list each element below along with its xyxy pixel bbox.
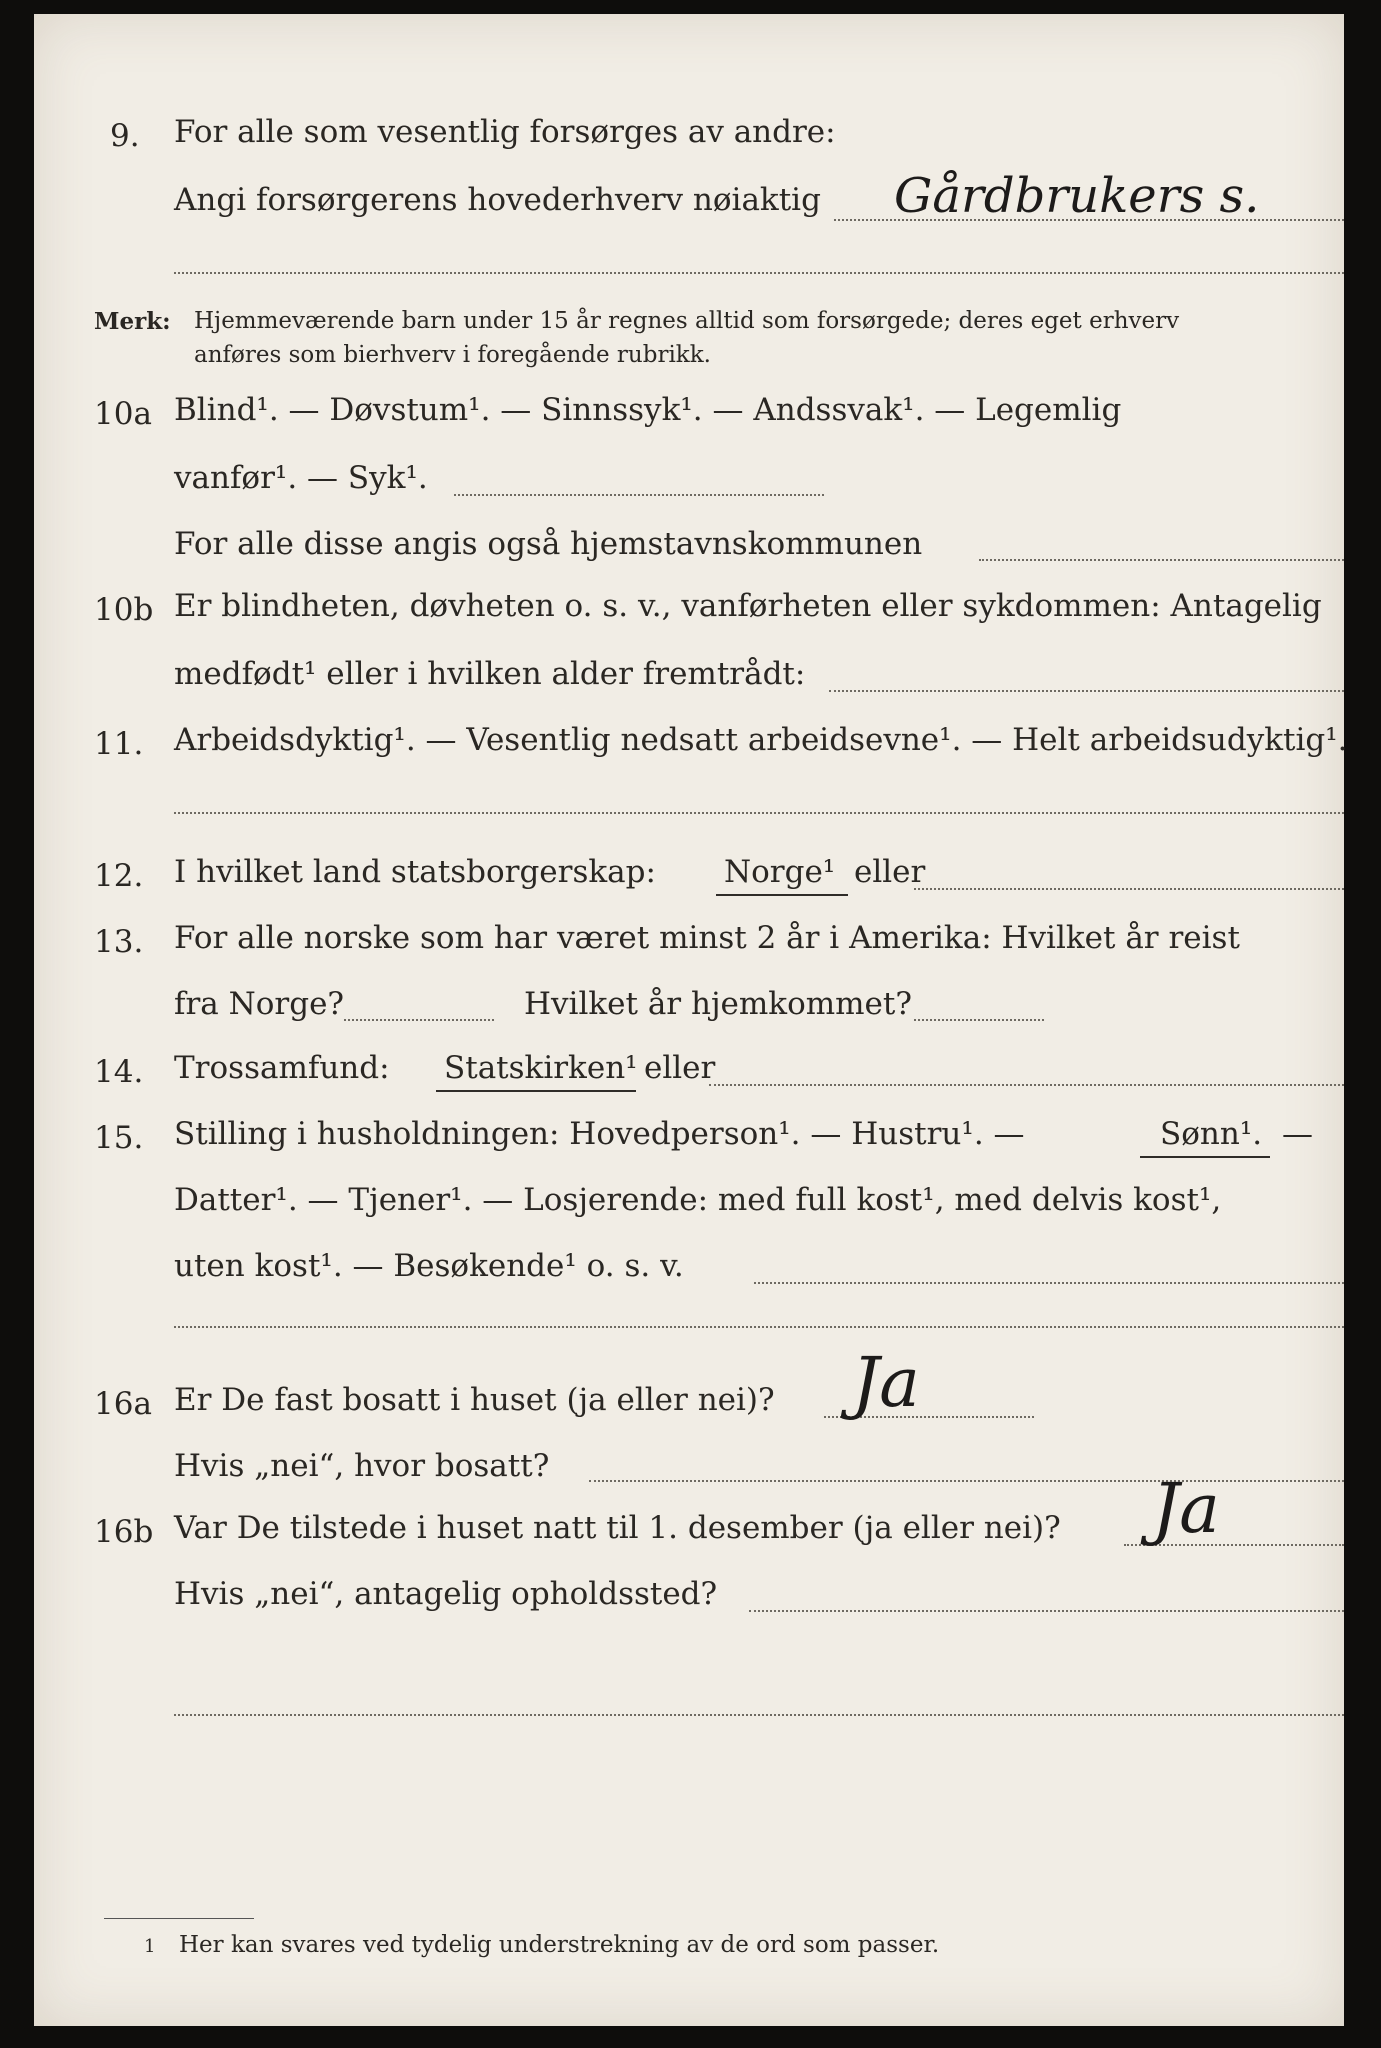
q14-statskirken: Statskirken¹ — [444, 1050, 638, 1086]
q13-line2b: Hvilket år hjemkommet? — [524, 986, 912, 1022]
q16a-number: 16a — [94, 1386, 152, 1422]
footnote-rule — [104, 1918, 254, 1919]
q10b-line2: medfødt¹ eller i hvilken alder fremtrådt: — [174, 656, 806, 692]
q12-eller: eller — [854, 854, 926, 890]
q12-number: 12. — [94, 858, 144, 894]
q16a-line2: Hvis „nei“, hvor bosatt? — [174, 1448, 550, 1484]
q12-fill — [914, 888, 1344, 890]
q15-line1a: Stilling i husholdningen: Hovedperson¹. — Hustru¹. — — [174, 1116, 1025, 1152]
q14-fill — [709, 1084, 1344, 1086]
q11-number: 11. — [94, 726, 144, 762]
q13-line1: For alle norske som har været minst 2 år i Amerika: Hvilket år reist — [174, 920, 1240, 956]
q11-extra-line — [174, 812, 1344, 814]
q16b-number: 16b — [94, 1514, 154, 1550]
q15-line3: uten kost¹. — Besøkende¹ o. s. v. — [174, 1248, 684, 1284]
q9-handwritten-answer: Gårdbrukers s. — [894, 168, 1260, 224]
q14-number: 14. — [94, 1054, 144, 1090]
q10b-line1: Er blindheten, døvheten o. s. v., vanførheten eller sykdommen: Antagelig — [174, 588, 1322, 624]
q15-line2: Datter¹. — Tjener¹. — Losjerende: med full kost¹, med delvis kost¹, — [174, 1182, 1222, 1218]
q15-number: 15. — [94, 1120, 144, 1156]
q12-norge-underline — [716, 894, 848, 896]
q13-line2a: fra Norge? — [174, 986, 345, 1022]
merk-line1: Hjemmeværende barn under 15 år regnes alltid som forsørgede; deres eget erhverv — [194, 308, 1180, 334]
q9-number: 9. — [110, 118, 140, 154]
q16a-line2-fill — [589, 1480, 1344, 1482]
q14-eller: eller — [644, 1050, 716, 1086]
footnote-text: Her kan svares ved tydelig understrekning av de ord som passer. — [179, 1932, 940, 1958]
q16b-line2-fill — [749, 1610, 1344, 1612]
q9-line1: For alle som vesentlig forsørges av andre: — [174, 114, 836, 150]
q14-text: Trossamfund: — [174, 1050, 390, 1086]
q9-line2: Angi forsørgerens hovederhverv nøiaktig — [174, 182, 821, 218]
merk-line2: anføres som bierhverv i foregående rubrikk. — [194, 342, 711, 368]
q15-sonn: Sønn¹. — [1160, 1116, 1263, 1152]
q10a-line3-fill — [979, 559, 1344, 561]
q10b-number: 10b — [94, 592, 154, 628]
q13-reist-fill — [344, 1019, 494, 1021]
q12-norge: Norge¹ — [724, 854, 836, 890]
q9-extra-line — [174, 272, 1344, 274]
q13-number: 13. — [94, 924, 144, 960]
q16b-handwritten-answer: Ja — [1152, 1470, 1220, 1549]
q15-sonn-underline — [1140, 1156, 1270, 1158]
q16a-handwritten-answer: Ja — [852, 1344, 920, 1423]
q13-hjemkommet-fill — [914, 1019, 1044, 1021]
q10b-line2-fill — [829, 690, 1344, 692]
q10a-line1: Blind¹. — Døvstum¹. — Sinnssyk¹. — Andssvak¹. — Legemlig — [174, 392, 1122, 428]
q10a-line2-fill — [454, 494, 824, 496]
q15-dash: — — [1282, 1116, 1313, 1152]
q11-line1: Arbeidsdyktig¹. — Vesentlig nedsatt arbeidsevne¹. — Helt arbeidsudyktig¹. — [174, 722, 1348, 758]
blank-line — [174, 1714, 1344, 1716]
q10a-line2: vanfør¹. — Syk¹. — [174, 460, 428, 496]
q16b-line1: Var De tilstede i huset natt til 1. desember (ja eller nei)? — [174, 1510, 1061, 1546]
q14-statskirken-underline — [436, 1090, 636, 1092]
q10a-line3: For alle disse angis også hjemstavnskommunen — [174, 526, 923, 562]
merk-label: Merk: — [94, 308, 171, 335]
q15-line3-fill — [754, 1282, 1344, 1284]
q10a-number: 10a — [94, 396, 152, 432]
q16a-line1: Er De fast bosatt i huset (ja eller nei)? — [174, 1382, 775, 1418]
footnote-mark: 1 — [144, 1936, 156, 1957]
q16b-line2: Hvis „nei“, antagelig opholdssted? — [174, 1576, 718, 1612]
q12-text: I hvilket land statsborgerskap: — [174, 854, 656, 890]
census-form-page — [34, 14, 1348, 2026]
q15-extra-line — [174, 1326, 1344, 1328]
